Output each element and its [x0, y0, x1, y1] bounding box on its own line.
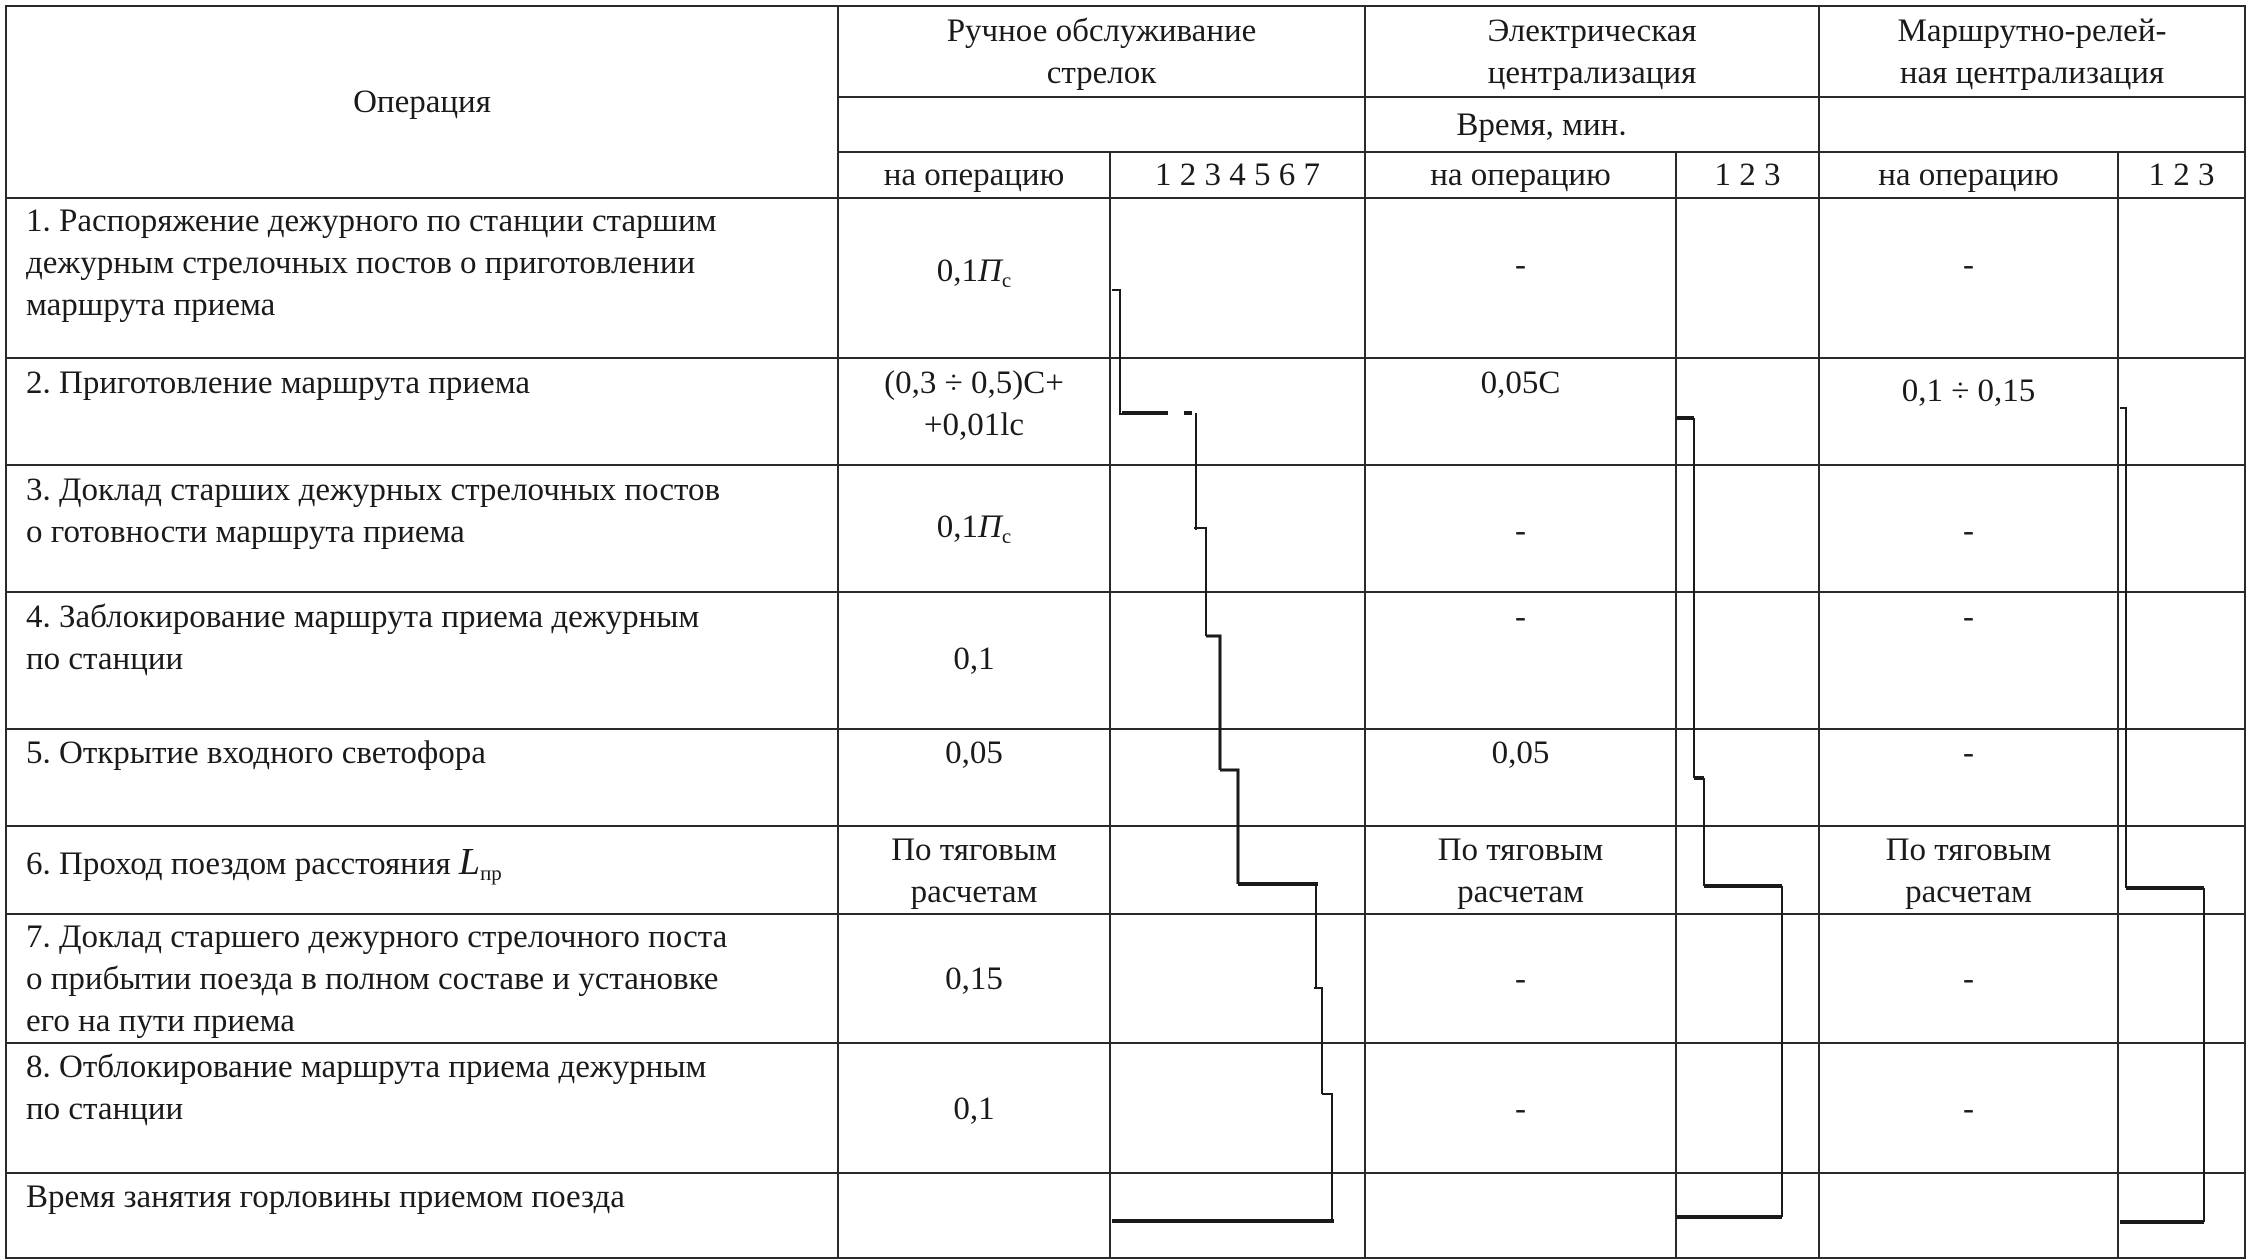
row-7-op-line: 7. Доклад старшего дежурного стрелочного поста — [26, 919, 728, 955]
row-1-op-line: маршрута приема — [26, 287, 276, 323]
row-3-manual-coef: 0,1 — [936, 508, 979, 545]
row-5-ec-value: 0,05 — [1491, 735, 1550, 771]
header-scale-mrc-label: 1 2 3 — [2148, 157, 2215, 193]
row-8-manual-value: 0,1 — [953, 1091, 995, 1127]
row-6-manual-line: расчетам — [910, 874, 1038, 910]
mrc-step-diagram — [2120, 408, 2204, 1222]
header-scale-ec-label: 1 2 3 — [1714, 157, 1781, 193]
row-2-op-line: 2. Приготовление маршрута приема — [26, 365, 531, 401]
manual-step-1 — [1112, 290, 1124, 414]
header-group-ec-line1: Электрическая — [1487, 12, 1697, 49]
row-1-manual-coef: 0,1 — [936, 252, 979, 289]
row-6-op-sub: пр — [480, 861, 502, 885]
row-6-op-text: 6. Проход поездом расстояния — [26, 846, 451, 882]
row-4-op-line: 4. Заблокирование маршрута приема дежурным — [26, 599, 700, 635]
row-4-mrc-value: - — [1963, 599, 1974, 635]
manual-step-7 — [1314, 988, 1322, 1094]
row-6-ec-line: По тяговым — [1437, 832, 1604, 868]
row-4-ec-value: - — [1515, 599, 1526, 635]
row-3-manual-var: П — [978, 508, 1002, 545]
manual-step-diagram — [1112, 290, 1334, 1221]
row-4-manual-value: 0,1 — [953, 641, 995, 677]
row-7-op-line: его на пути приема — [26, 1003, 295, 1039]
row-1-manual-sub: с — [1001, 267, 1012, 292]
row-8-mrc-value: - — [1963, 1091, 1974, 1127]
row-6-op-var: L — [458, 841, 481, 883]
row-8-ec-value: - — [1515, 1091, 1526, 1127]
row-6-mrc-line: расчетам — [1905, 874, 2032, 910]
row-5-op-line: 5. Открытие входного светофора — [26, 735, 486, 771]
row-1-ec-value: - — [1515, 247, 1526, 283]
row-3-mrc-value: - — [1963, 513, 1974, 549]
row-2-manual-line1: (0,3 ÷ 0,5)C+ — [884, 365, 1064, 401]
header-per-op-manual-label: на операцию — [883, 157, 1065, 193]
row-4-op-line: по станции — [26, 641, 184, 677]
row-1-op-line: дежурным стрелочных постов о приготовлении — [26, 245, 696, 281]
row-1-op-line: 1. Распоряжение дежурного по станции старшим — [26, 203, 717, 239]
manual-step-3 — [1194, 528, 1206, 636]
ec-step-diagram — [1676, 418, 1782, 1217]
row-3-op-line: о готовности маршрута приема — [26, 514, 465, 550]
header-group-mrc-line1: Маршрутно-релей- — [1897, 12, 2167, 49]
header-group-mrc-line2: ная централизация — [1899, 54, 2165, 91]
row-5-manual-value: 0,05 — [945, 735, 1003, 771]
row-7-op-line: о прибытии поезда в полном составе и установке — [26, 961, 719, 997]
mrc-step-2 — [2120, 408, 2126, 888]
row-2-mrc-value: 0,1 ÷ 0,15 — [1901, 373, 2036, 409]
header-per-op-mrc-label: на операцию — [1878, 157, 2059, 193]
header-scale-manual-label: 1 2 3 4 5 6 7 — [1155, 157, 1320, 193]
row-2-ec-value: 0,05C — [1480, 365, 1561, 401]
header-group-ec-line2: централизация — [1487, 54, 1697, 91]
row-1-mrc-value: - — [1963, 247, 1974, 283]
row-3-op-line: 3. Доклад старших дежурных стрелочных постов — [26, 472, 721, 508]
row-6-mrc-line: По тяговым — [1885, 832, 2052, 868]
manual-step-4 — [1206, 636, 1220, 770]
row-5-mrc-value: - — [1963, 735, 1974, 771]
header-per-op-ec-label: на операцию — [1430, 157, 1611, 193]
row-3-manual-sub: с — [1001, 523, 1012, 548]
row-2-manual-line2: +0,01lс — [923, 407, 1025, 443]
row-7-mrc-value: - — [1963, 961, 1974, 997]
manual-step-5 — [1220, 770, 1238, 884]
row-total-op-line: Время занятия горловины приемом поезда — [26, 1179, 625, 1215]
manual-step-8 — [1322, 1094, 1332, 1221]
header-group-manual-line1: Ручное обслуживание — [946, 12, 1257, 49]
row-1-manual-var: П — [978, 252, 1002, 289]
row-8-op-line: 8. Отблокирование маршрута приема дежурным — [26, 1049, 707, 1085]
header-time-label: Время, мин. — [1456, 106, 1627, 143]
row-6-manual-line: По тяговым — [891, 832, 1057, 868]
header-group-manual-line2: стрелок — [1046, 54, 1157, 91]
row-6-ec-line: расчетам — [1457, 874, 1584, 910]
row-7-ec-value: - — [1515, 961, 1526, 997]
row-8-op-line: по станции — [26, 1091, 184, 1127]
row-3-ec-value: - — [1515, 513, 1526, 549]
header-operation-label: Операция — [353, 84, 491, 120]
row-7-manual-value: 0,15 — [945, 961, 1003, 997]
